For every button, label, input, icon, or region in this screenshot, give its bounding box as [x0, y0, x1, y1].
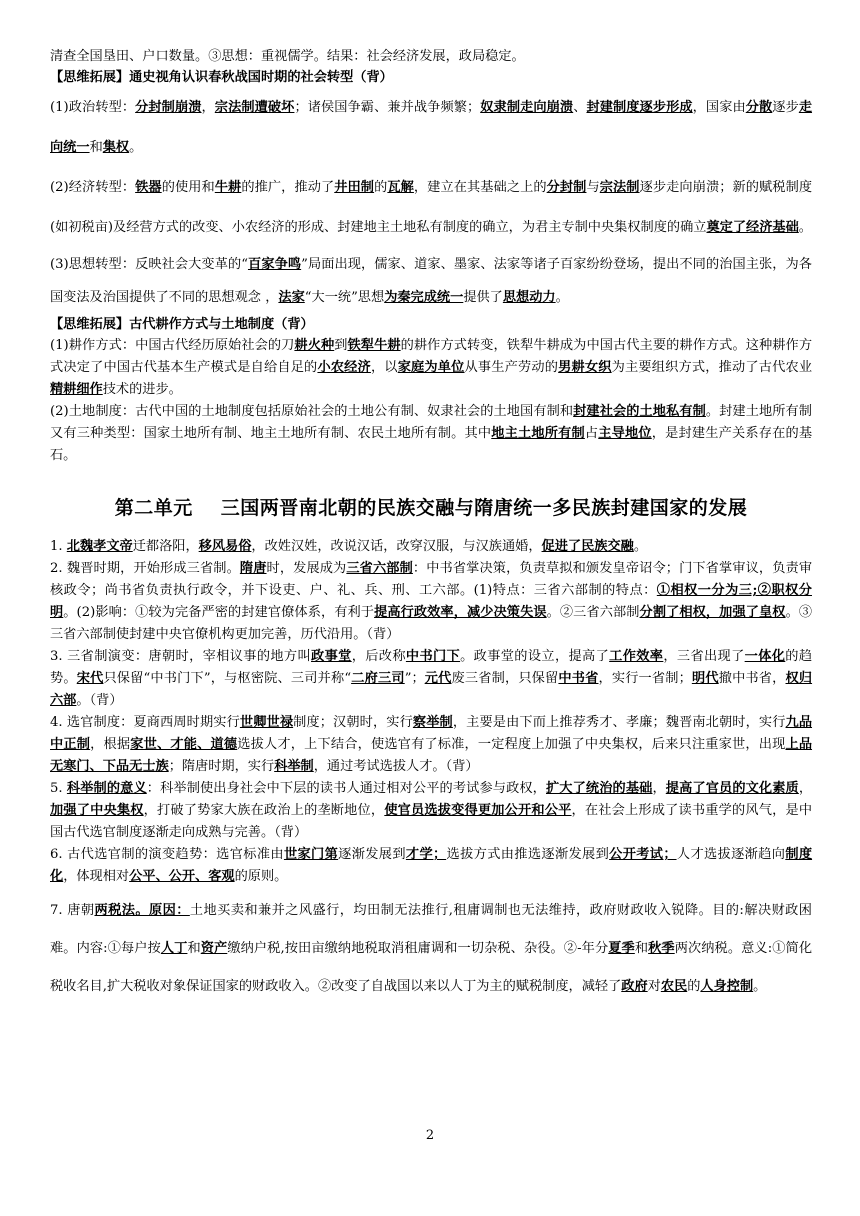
key-term: 提高了官员的文化素质	[665, 781, 799, 796]
unit-number: 第二单元	[114, 497, 193, 519]
political-transition-para	[50, 88, 812, 168]
key-term: 耕火种	[294, 338, 335, 353]
key-term: 瓦解	[387, 180, 414, 195]
unit-title: 三国两晋南北朝的民族交融与隋唐统一多民族封建国家的发展	[220, 497, 748, 519]
text-run: 从事生产劳动的	[464, 360, 559, 375]
key-term: 百家争鸣	[247, 257, 302, 272]
text-run: ，	[201, 100, 215, 115]
key-term: 思想动力	[502, 290, 556, 305]
text-run: ，建立在其基础之上的	[413, 180, 547, 195]
key-term: 权归六部	[50, 671, 813, 708]
key-term: 人身控制	[700, 979, 754, 994]
thinking-extension-2-title: 【思维拓展】古代耕作方式与土地制度（背）	[50, 317, 314, 332]
key-term: 隋唐	[239, 561, 267, 576]
text-run: ，在社会上形成了读书重学的风气，是中国古代选官制度逐渐走向成熟与完善。（背）	[50, 803, 813, 840]
economic-transition-para	[50, 168, 812, 248]
key-term: 封建制度逐步形成	[586, 100, 693, 115]
key-term: 移风易俗	[198, 539, 252, 554]
text-run: ，是封建生产关系存在的基石。	[50, 426, 813, 463]
text-run: 的原则。	[234, 869, 288, 884]
text-run: 和	[187, 941, 201, 956]
text-run: 提供了	[463, 290, 503, 305]
key-term: 奠定了经济基础	[706, 220, 799, 235]
key-term: 铁器	[135, 180, 162, 195]
key-term: 公平、公开、客观	[129, 869, 235, 884]
text-run: 。	[555, 290, 569, 305]
key-term: 促进了民族交融	[541, 539, 634, 554]
key-term: 明代	[691, 671, 719, 686]
key-term: 男耕女织	[558, 360, 612, 375]
text-run: ；诸侯国争霸、兼并战争频繁；	[294, 100, 481, 115]
key-term: 分封制崩溃	[135, 100, 202, 115]
text-run: 5.	[50, 781, 67, 796]
item-4	[50, 712, 812, 778]
key-term: 元代	[424, 671, 452, 686]
text-run: ，以	[370, 360, 398, 375]
text-run: (1)耕作方式：中国古代经历原始社会的刀	[50, 338, 295, 353]
text-run: 到	[334, 338, 348, 353]
key-term: 上品无寒门、下品无士族	[50, 737, 813, 774]
text-run: ，改姓汉姓，改说汉话，改穿汉服，与汉族通婚，	[251, 539, 542, 554]
text-run: ”局面出现，儒家、道家、墨家、法家等诸子百家纷纷登场，提出不同的治国主张，为各国变法及治国提供了不同的思想观念 ，	[50, 257, 812, 305]
text-run: 、	[573, 100, 587, 115]
text-run: 缴纳户税,按田亩缴纳地税取消租庸调和一切杂税、杂役。②-年分	[227, 941, 609, 956]
text-run: 与	[586, 180, 600, 195]
text-run: ，	[652, 781, 666, 796]
text-run: 4. 选官制度：夏商西周时期实行	[50, 715, 240, 730]
key-term: 科举制	[274, 759, 314, 774]
key-term: 主导地位	[598, 426, 652, 441]
text-run: 。②三省六部制	[546, 605, 640, 620]
key-term: 世家门第	[283, 847, 339, 862]
text-run: 占	[584, 426, 599, 441]
text-run: 人才选拔逐渐趋向	[676, 847, 786, 862]
item-1	[50, 536, 812, 558]
key-term: ①相权一分为三;②职权分明	[50, 583, 812, 620]
key-term: 地主土地所有制	[491, 426, 585, 441]
text-run: 迁都洛阳，	[132, 539, 199, 554]
key-term: 政府	[621, 979, 648, 994]
item-5	[50, 778, 812, 844]
key-term: 精耕细作	[50, 382, 103, 397]
key-term: 公开考试；	[609, 847, 677, 862]
key-term: 农民	[660, 979, 688, 994]
text-run: 逐步走向崩溃；新的赋税制度(如初税亩)及经营方式的改变、小农经济的形成、封建地主土地私有制度的确立，为君主专制中央集权制度的确立	[50, 180, 813, 235]
key-term: 使官员选拔变得更加公开和公平	[384, 803, 572, 818]
key-term: 奴隶制走向崩溃	[480, 100, 574, 115]
key-term: 集权	[102, 140, 130, 155]
text-run: 逐渐发展到	[338, 847, 406, 862]
key-term: 世卿世禄	[239, 715, 294, 730]
key-term: 家庭为单位	[397, 360, 465, 375]
item-2	[50, 558, 812, 646]
key-term: 秋季	[648, 941, 675, 956]
text-run: 的	[687, 979, 701, 994]
key-term: 分散	[745, 100, 773, 115]
key-term: 两税法。原因：	[94, 903, 190, 918]
text-run: 两次纳税。意义:①简化税收名目,扩大税收对象保证国家的财政收入。②改变了自战国以来以人丁为主的赋税制度，减轻了	[50, 941, 813, 994]
text-run: (3)思想转型：反映社会大变革的“	[50, 257, 248, 272]
text-run: 对	[647, 979, 661, 994]
text-run: 3. 三省制演变：唐朝时，宰相议事的地方叫	[50, 649, 312, 664]
key-term: 宗法制遭破坏	[214, 100, 295, 115]
text-run: 。	[633, 539, 648, 554]
key-term: 政事堂	[311, 649, 352, 664]
text-run: 制度；汉朝时，实行	[293, 715, 413, 730]
key-term: 走向统一	[50, 100, 813, 155]
item-3	[50, 646, 812, 712]
key-term: 科举制的意义	[66, 781, 147, 796]
text-run: 选拔人才，上下结合，使选官有了标准，一定程度上加强了中央集权，后来只注重家世，出现	[237, 737, 786, 752]
text-run: ，打破了势家大族在政治上的垄断地位，	[143, 803, 385, 818]
text-run: 2. 魏晋时期，开始形成三省制。	[50, 561, 240, 576]
key-term: 才学；	[405, 847, 447, 862]
text-run: (2)土地制度：古代中国的土地制度包括原始社会的土地公有制、奴隶社会的土地国有制和	[50, 404, 574, 419]
ideological-transition-para	[50, 248, 812, 314]
key-term: 九品中正制	[50, 715, 813, 752]
key-term: 人丁	[160, 941, 188, 956]
text-run: ，根据	[90, 737, 131, 752]
text-run: (2)经济转型：	[50, 180, 136, 195]
key-term: 北魏孝文帝	[66, 539, 133, 554]
key-term: 法家	[278, 290, 305, 305]
text-run: 废三省制，只保留	[451, 671, 559, 686]
text-run: ，通过考试选拔人才。（背）	[313, 759, 479, 774]
text-run: (1)政治转型：	[50, 100, 136, 115]
key-term: 中书省	[558, 671, 599, 686]
text-run: 。(2)影响：①较为完备严密的封建官僚体系，有利于	[63, 605, 375, 620]
text-run: 技术的进步。	[102, 382, 182, 397]
text-run: 7. 唐朝	[50, 903, 95, 918]
text-run: 的	[374, 180, 388, 195]
text-run: 。	[798, 220, 812, 235]
text-run: ”；	[404, 671, 425, 686]
text-run: 。③三省六部制使封建中央官僚机构更加完善，历代沿用。（背）	[50, 605, 813, 642]
text-run: 的趋势。	[50, 649, 813, 686]
thinking-extension-1-title: 【思维拓展】通史视角认识春秋战国时期的社会转型（背）	[50, 70, 393, 85]
text-run: 。	[753, 979, 767, 994]
key-term: 宋代	[76, 671, 104, 686]
text-run: ，三省出现了	[663, 649, 745, 664]
item-7	[50, 892, 812, 1006]
farming-method-para	[50, 335, 812, 401]
text-run: ，	[798, 781, 813, 796]
key-term: 一体化	[744, 649, 786, 664]
text-run: ：中书省掌决策，负责草拟和颁发皇帝诏令；门下省掌审议，负责审核政令；尚书省负责执行政令，并下设吏、户、礼、兵、刑、工六部。(1)特点：三省六部制的特点：	[50, 561, 813, 598]
land-system-para	[50, 401, 812, 467]
key-term: 分割了相权，加强了皇权	[639, 605, 786, 620]
key-term: 分封制	[546, 180, 587, 195]
key-term: 三省六部制	[346, 561, 413, 576]
text-run: 逐步	[772, 100, 799, 115]
text-run: 为主要组织方式，推动了古代农业	[611, 360, 813, 375]
text-run: 。	[129, 140, 143, 155]
text-run: ，主要是由下而上推荐秀才、孝廉；魏晋南北朝时，实行	[452, 715, 786, 730]
key-term: 小农经济	[317, 360, 371, 375]
key-term: 牛耕	[214, 180, 242, 195]
key-term: 察举制	[412, 715, 453, 730]
text-run: 只保留“中书门下”，与枢密院、三司并称“	[103, 671, 352, 686]
text-run: ，实行一省制；	[598, 671, 692, 686]
key-term: 井田制	[334, 180, 375, 195]
key-term: 加强了中央集权	[50, 803, 144, 818]
document-page	[50, 46, 812, 1006]
key-term: 为秦完成统一	[384, 290, 464, 305]
text-run: ；隋唐时期，实行	[168, 759, 275, 774]
text-run: “大一统”思想	[304, 290, 385, 305]
text-run: 。政事堂的设立，提高了	[460, 649, 610, 664]
key-term: 资产	[200, 941, 228, 956]
text-run: ，体现相对	[63, 869, 130, 884]
text-run: 6. 古代选官制的演变趋势：选官标准由	[50, 847, 284, 862]
item-6	[50, 844, 812, 888]
key-term: 宗法制	[599, 180, 640, 195]
page-number: 2	[425, 1128, 435, 1143]
key-term: 夏季	[608, 941, 635, 956]
key-term: 制度化	[50, 847, 813, 884]
key-term: 封建社会的土地私有制	[573, 404, 706, 419]
text-run: 的推广，推动了	[241, 180, 335, 195]
text-run: 土地买卖和兼并之风盛行，均田制无法推行,租庸调制也无法维持，政府财政收入锐降。目的:解决财政困难。内容:①每户按	[50, 903, 812, 956]
text-run: ：科举制使出身社会中下层的读书人通过相对公平的考试参与政权，	[146, 781, 546, 796]
text-run: 和	[634, 941, 649, 956]
text-run: 选拔方式由推选逐渐发展到	[446, 847, 610, 862]
text-run: ，后改称	[351, 649, 406, 664]
text-run: 的耕作方式转变，铁犁牛耕成为中国古代主要的耕作方式。这种耕作方式决定了中国古代基本生产模式是自给自足的	[50, 338, 813, 375]
text-run: 。（背）	[76, 693, 123, 708]
text-run: ，国家由	[692, 100, 746, 115]
text-run: 1.	[50, 539, 67, 554]
key-term: 中书门下	[405, 649, 461, 664]
key-term: 提高行政效率，减少决策失误	[374, 605, 547, 620]
text-run: 。封建土地所有制又有三种类型：国家土地所有制、地主土地所有制、农民土地所有制。其中	[50, 404, 812, 441]
text-run: 的使用和	[161, 180, 215, 195]
key-term: 二府三司	[351, 671, 405, 686]
top-line: 清查全国垦田、户口数量。③思想：重视儒学。结果：社会经济发展，政局稳定。	[50, 49, 525, 64]
key-term: 工作效率	[609, 649, 664, 664]
text-run: 和	[89, 140, 103, 155]
key-term: 扩大了统治的基础	[546, 781, 653, 796]
unit-heading	[50, 493, 812, 520]
key-term: 铁犁牛耕	[347, 338, 401, 353]
text-run: 撤中书省，	[718, 671, 786, 686]
key-term: 家世、才能、道德	[130, 737, 238, 752]
text-run: 时，发展成为	[266, 561, 347, 576]
